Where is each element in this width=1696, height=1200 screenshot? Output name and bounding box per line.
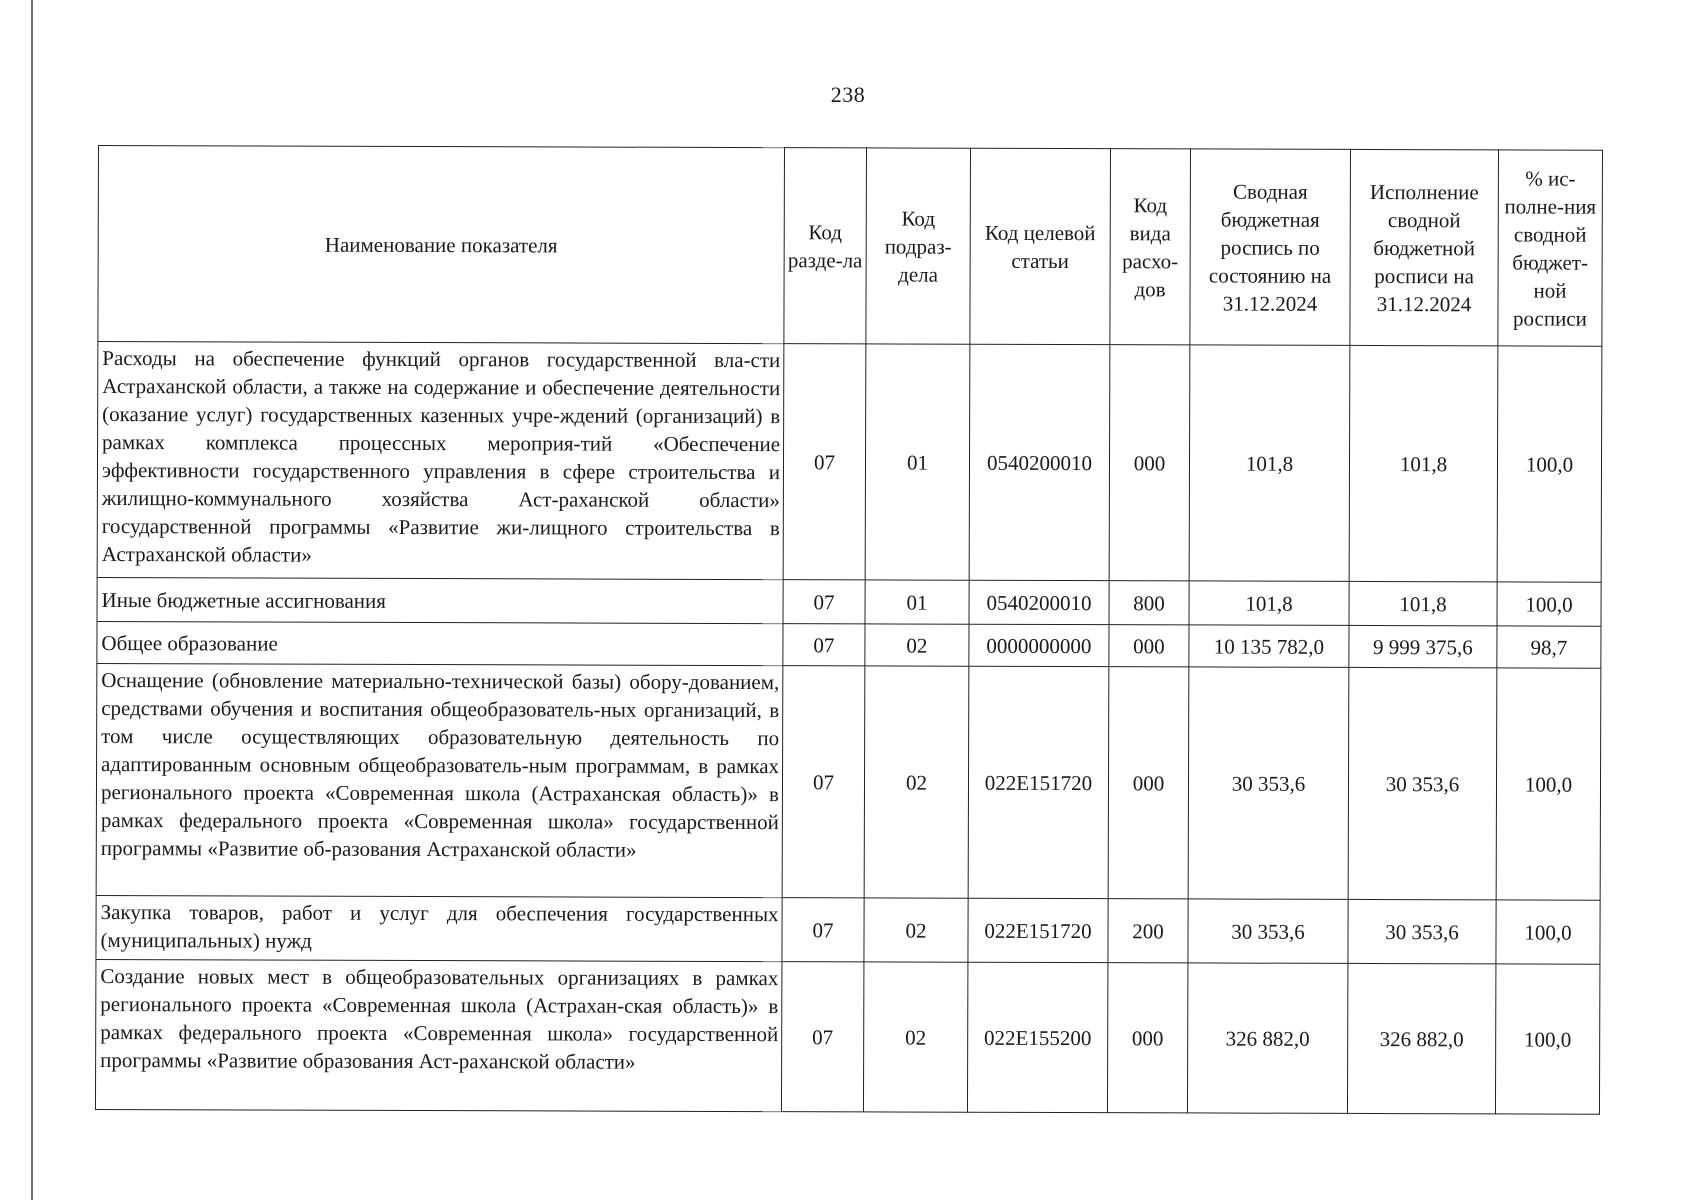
- row-expense-type-code: 000: [1107, 963, 1187, 1113]
- table-row: [96, 663, 1601, 900]
- row-percent: 98,7: [1497, 626, 1601, 668]
- row-name: Создание новых мест в общеобразовательных организациях в рамках регионального проекта «Современная школа (Астрахан-ская область)» в рамках федерального проекта «Современная школа» государственной программы «Развитие образования Аст-раханской области»: [95, 959, 781, 1111]
- header-expense-type-code: Код вида расхо-дов: [1110, 149, 1191, 345]
- row-subsection-code: 02: [865, 624, 969, 666]
- header-plan: Сводная бюджетная роспись по состоянию на 31.12.2024: [1190, 149, 1351, 346]
- row-name: Иные бюджетные ассигнования: [97, 577, 783, 623]
- row-name: Расходы на обеспечение функций органов государственной вла-сти Астраханской области, а также на содержание и обеспечение деятельности (оказание услуг) государственных казенных учре-ждений (организаций) в рамках комплекса процессных мероприя-тий «Обеспечение эффективности государственного управления в сфере строительства и жилищно-коммунального хозяйства Аст-раханской области» государственной программы «Развитие жи-лищного строительства в Астраханской области»: [97, 342, 784, 580]
- row-target-code: 022Е151720: [968, 666, 1109, 898]
- header-section-code: Код разде-ла: [784, 148, 867, 344]
- row-percent: 100,0: [1495, 964, 1599, 1114]
- row-expense-type-code: 200: [1108, 899, 1188, 963]
- row-target-code: 0540200010: [969, 580, 1109, 624]
- row-percent: 100,0: [1497, 582, 1601, 626]
- table-row: [97, 342, 1602, 583]
- row-target-code: 022Е155200: [967, 962, 1107, 1112]
- row-plan: 30 353,6: [1188, 667, 1349, 900]
- row-plan: 10 135 782,0: [1189, 625, 1349, 668]
- header-target-code: Код целевой статьи: [970, 148, 1111, 344]
- row-subsection-code: 02: [864, 898, 968, 962]
- row-section-code: 07: [781, 962, 863, 1112]
- row-plan: 101,8: [1189, 345, 1350, 582]
- row-percent: 100,0: [1497, 346, 1602, 582]
- row-subsection-code: 02: [863, 962, 967, 1112]
- row-section-code: 07: [783, 580, 865, 624]
- table-header-row: [98, 146, 1603, 347]
- table-row: [96, 895, 1600, 964]
- row-section-code: 07: [782, 898, 864, 962]
- row-plan: 101,8: [1189, 581, 1349, 626]
- budget-execution-table: [95, 145, 1603, 1115]
- table-row: [95, 959, 1599, 1114]
- row-execution: 101,8: [1349, 581, 1497, 625]
- row-execution: 30 353,6: [1348, 899, 1496, 963]
- row-target-code: 0540200010: [969, 344, 1110, 580]
- header-name: Наименование показателя: [98, 146, 785, 344]
- row-name: Закупка товаров, работ и услуг для обеспечения государственных (муниципальных) нужд: [96, 895, 782, 961]
- row-expense-type-code: 000: [1109, 345, 1190, 581]
- header-percent: % ис-полне-ния сводной бюджет-ной росписи: [1498, 150, 1603, 346]
- table-row: [97, 577, 1601, 626]
- row-section-code: 07: [782, 666, 865, 898]
- row-execution: 9 999 375,6: [1349, 625, 1497, 667]
- row-target-code: 022Е151720: [968, 898, 1108, 962]
- row-plan: 30 353,6: [1188, 899, 1348, 964]
- row-plan: 326 882,0: [1187, 963, 1347, 1114]
- row-subsection-code: 02: [864, 666, 969, 898]
- row-execution: 30 353,6: [1348, 667, 1497, 899]
- binding-edge-line: [31, 0, 33, 1200]
- header-subsection-code: Код подраз-дела: [866, 148, 971, 344]
- row-expense-type-code: 800: [1109, 581, 1189, 625]
- row-percent: 100,0: [1496, 900, 1600, 964]
- header-execution: Исполнение сводной бюджетной росписи на 31.12.2024: [1350, 149, 1499, 345]
- row-name: Оснащение (обновление материально-технической базы) обору-дованием, средствами обучения и воспитания общеобразователь-ных организаций, в том числе осуществляющих образовательную деятельность по адаптированным основным общеобразователь-ным программам, в рамках регионального проекта «Современная школа (Астраханская область)» в рамках федерального проекта «Современная школа» государственной программы «Развитие об-разования Астраханской области»: [96, 663, 783, 897]
- row-subsection-code: 01: [865, 580, 969, 624]
- page-number: 238: [830, 82, 866, 107]
- row-execution: 326 882,0: [1347, 963, 1495, 1113]
- row-name: Общее образование: [97, 621, 783, 665]
- row-execution: 101,8: [1349, 345, 1498, 581]
- row-percent: 100,0: [1496, 668, 1601, 900]
- row-subsection-code: 01: [865, 344, 970, 580]
- row-expense-type-code: 000: [1108, 667, 1189, 899]
- row-expense-type-code: 000: [1109, 625, 1189, 667]
- row-section-code: 07: [783, 624, 865, 666]
- table-row: [97, 621, 1601, 668]
- row-target-code: 0000000000: [969, 624, 1109, 666]
- row-section-code: 07: [783, 344, 866, 580]
